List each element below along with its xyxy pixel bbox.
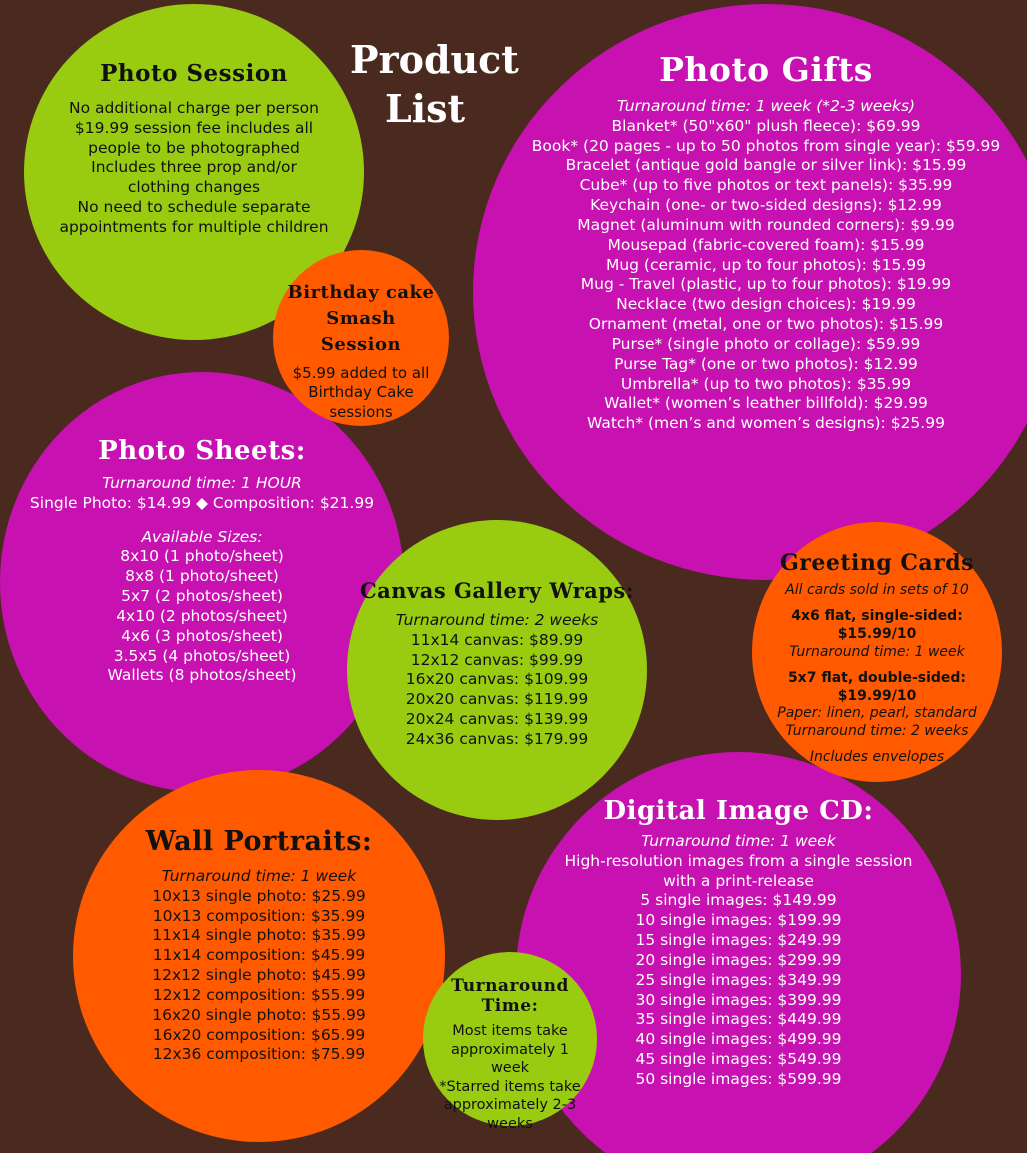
list-item: 16x20 canvas: $109.99 — [405, 670, 589, 689]
list-item: No need to schedule separate appointments for multiple children — [59, 198, 329, 236]
canvas-turnaround: Turnaround time: 2 weeks — [395, 611, 599, 629]
list-item: Watch* (men’s and women’s designs): $25.99 — [587, 414, 945, 433]
photo-gifts-turnaround: Turnaround time: 1 week (*2-3 weeks) — [616, 97, 916, 115]
photo-sheets-turnaround: Turnaround time: 1 HOUR — [102, 474, 302, 492]
photo-gifts-circle — [473, 4, 1027, 580]
list-item: 15 single images: $249.99 — [635, 931, 842, 950]
page-title — [350, 36, 519, 133]
list-item: 12x12 composition: $55.99 — [152, 985, 366, 1004]
list-item: 8x10 (1 photo/sheet) — [120, 547, 284, 566]
list-item: 10 single images: $199.99 — [635, 911, 842, 930]
list-item: 12x12 canvas: $99.99 — [410, 650, 584, 669]
digital-heading: Digital Image CD: — [603, 796, 874, 826]
list-item: No additional charge per person — [69, 99, 319, 117]
list-item: Magnet (aluminum with rounded corners): $9.99 — [577, 215, 955, 234]
list-item: 50 single images: $599.99 — [635, 1069, 842, 1088]
photo-sheets-sizes-label: Available Sizes: — [141, 527, 263, 546]
digital-list — [635, 891, 841, 1089]
cards-paper: Paper: linen, pearl, standard — [777, 705, 977, 722]
photo-session-heading: Photo Session — [100, 60, 288, 87]
digital-turnaround: Turnaround time: 1 week — [641, 832, 836, 850]
list-item: Most items take approximately 1 week — [450, 1023, 570, 1077]
list-item: 3.5x5 (4 photos/sheet) — [113, 646, 291, 665]
birthday-heading: Birthday cake Smash Session — [287, 282, 435, 356]
list-item: 30 single images: $399.99 — [635, 990, 842, 1009]
cards-5x7-turnaround: Turnaround time: 2 weeks — [785, 723, 969, 740]
list-item: 12x12 single photo: $45.99 — [152, 966, 366, 985]
list-item: 16x20 single photo: $55.99 — [152, 1005, 366, 1024]
list-item: Cube* (up to five photos or text panels): $35.99 — [579, 176, 953, 195]
list-item: Keychain (one- or two-sided designs): $12.99 — [590, 196, 942, 215]
list-item: 8x8 (1 photo/sheet) — [125, 567, 279, 586]
list-item: 35 single images: $449.99 — [635, 1010, 842, 1029]
list-item: Bracelet (antique gold bangle or silver link): $15.99 — [565, 156, 967, 175]
list-item: 12x36 composition: $75.99 — [152, 1045, 366, 1064]
greeting-cards-circle — [752, 522, 1002, 782]
turnaround-list — [435, 1022, 585, 1133]
list-item: Book* (20 pages - up to 50 photos from single year): $59.99 — [531, 136, 1001, 155]
title-line-1: Product — [350, 37, 519, 82]
list-item: 4x10 (2 photos/sheet) — [116, 606, 288, 625]
birthday-text: $5.99 added to all Birthday Cake sessions — [292, 364, 430, 421]
birthday-list — [291, 364, 431, 422]
photo-sheets-prices: Single Photo: $14.99 ◆ Composition: $21.99 — [29, 493, 375, 512]
turnaround-time-circle — [423, 952, 597, 1132]
wall-portraits-circle — [73, 770, 445, 1142]
list-item: 45 single images: $549.99 — [635, 1050, 842, 1069]
list-item: 16x20 composition: $65.99 — [152, 1025, 366, 1044]
list-item: Necklace (two design choices): $19.99 — [616, 295, 916, 314]
list-item: Includes three prop and/or clothing changes — [91, 158, 297, 197]
cards-4x6-turnaround: Turnaround time: 1 week — [789, 643, 965, 660]
list-item: Wallets (8 photos/sheet) — [107, 666, 297, 685]
list-item: Wallet* (women’s leather billfold): $29.99 — [604, 394, 928, 413]
list-item: 20 single images: $299.99 — [635, 950, 842, 969]
cards-note: All cards sold in sets of 10 — [785, 582, 969, 598]
photo-sheets-sizes-list — [108, 547, 297, 686]
list-item: 10x13 single photo: $25.99 — [152, 886, 366, 905]
list-item: 40 single images: $499.99 — [635, 1030, 842, 1049]
list-item: Mug - Travel (plastic, up to four photos): $19.99 — [580, 275, 952, 294]
cards-heading: Greeting Cards — [779, 550, 975, 576]
list-item: Ornament (metal, one or two photos): $15.99 — [588, 315, 944, 334]
photo-sheets-heading: Photo Sheets: — [98, 436, 306, 466]
list-item: 25 single images: $349.99 — [635, 970, 842, 989]
list-item: Umbrella* (up to two photos): $35.99 — [620, 374, 912, 393]
list-item: 20x24 canvas: $139.99 — [405, 710, 589, 729]
canvas-gallery-circle — [347, 520, 647, 820]
list-item: 5x7 (2 photos/sheet) — [121, 587, 283, 606]
list-item: Blanket* (50"x60" plush fleece): $69.99 — [611, 116, 921, 135]
title-line-2: List — [384, 85, 466, 131]
wall-turnaround: Turnaround time: 1 week — [161, 867, 357, 885]
list-item: 5 single images: $149.99 — [640, 891, 837, 910]
list-item: 4x6 (3 photos/sheet) — [121, 626, 283, 645]
list-item: 11x14 single photo: $35.99 — [152, 926, 366, 945]
list-item: 11x14 composition: $45.99 — [152, 946, 366, 965]
list-item: $19.99 session fee includes all people to be photographed — [74, 118, 314, 157]
list-item: *Starred items take approximately 2-3 weeks — [439, 1078, 581, 1132]
list-item: Purse* (single photo or collage): $59.99 — [611, 334, 921, 353]
list-item: 10x13 composition: $35.99 — [152, 906, 366, 925]
list-item: 11x14 canvas: $89.99 — [410, 630, 584, 649]
turnaround-heading: Turnaround Time: — [451, 976, 569, 1016]
list-item: 24x36 canvas: $179.99 — [405, 729, 589, 748]
photo-sheets-circle — [0, 372, 404, 792]
canvas-heading: Canvas Gallery Wraps: — [359, 578, 635, 603]
canvas-list — [406, 631, 588, 750]
list-item: Mousepad (fabric-covered foam): $15.99 — [607, 235, 925, 254]
photo-session-list — [59, 99, 329, 238]
wall-list — [152, 887, 365, 1065]
cards-envelopes: Includes envelopes — [809, 749, 945, 766]
cards-5x7: 5x7 flat, double-sided: $19.99/10 — [787, 669, 967, 704]
cards-4x6: 4x6 flat, single-sided: $15.99/10 — [791, 607, 963, 642]
photo-gifts-list — [532, 117, 1000, 434]
list-item: Mug (ceramic, up to four photos): $15.99 — [605, 255, 927, 274]
digital-description: High-resolution images from a single session with a print-release — [564, 851, 913, 890]
birthday-cake-circle — [273, 250, 449, 426]
photo-gifts-heading: Photo Gifts — [659, 50, 873, 89]
list-item: Purse Tag* (one or two photos): $12.99 — [614, 354, 918, 373]
wall-heading: Wall Portraits: — [145, 826, 373, 857]
list-item: 20x20 canvas: $119.99 — [405, 690, 589, 709]
